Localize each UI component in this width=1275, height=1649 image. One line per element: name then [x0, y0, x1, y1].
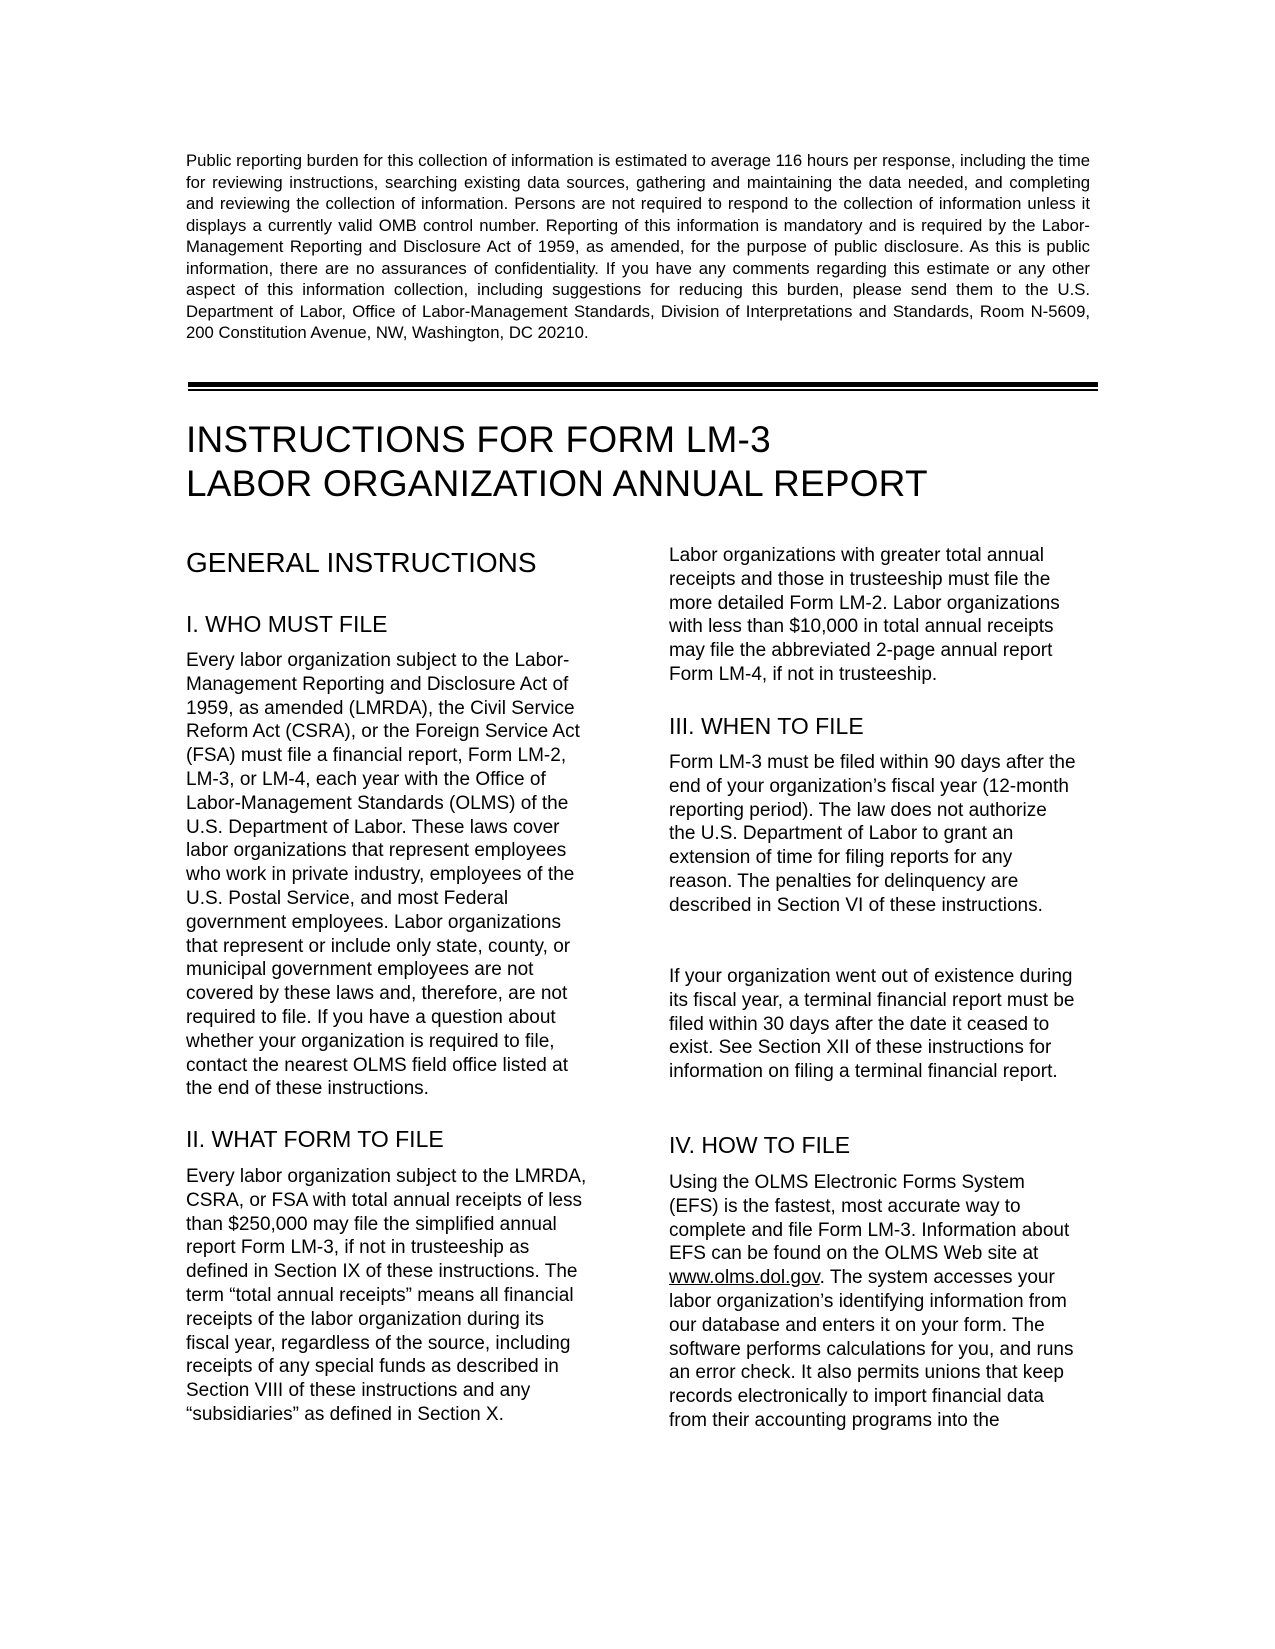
how-to-file-text-before-link: Using the OLMS Electronic Forms System (EFS) is the fastest, most accurate way to complete and file Form LM-3. Information about EFS can be found on the OLMS Web site at	[669, 1172, 1070, 1265]
olms-website-link[interactable]: www.olms.dol.gov	[669, 1267, 820, 1289]
general-instructions-heading: GENERAL INSTRUCTIONS	[186, 547, 537, 578]
who-must-file-body: Every labor organization subject to the Labor-Management Reporting and Disclosure Act of 1959, as amended (LMRDA), the Civil Service Reform Act (CSRA), or the Foreign Service Act (FSA) must file a financial report, Form LM-2, LM-3, or LM-4, each year with the Office of Labor-Management Standards (OLMS) of the U.S. Department of Labor. These laws cover labor organizations that represent employees who work in private industry, employees of the U.S. Postal Service, and most Federal government employees. Labor organizations that represent or include only state, county, or municipal government employees are not covered by these laws and, therefore, are not required to file. If you have a question about whether your organization is required to file, contact the nearest OLMS field office listed at the end of these instructions.	[186, 650, 580, 1100]
what-form-body-continued: Labor organizations with greater total annual receipts and those in trusteeship must file the more detailed Form LM-2. Labor organizations with less than $10,000 in total annual receipts may file the abbreviated 2-page annual report Form LM-4, if not in trusteeship.	[669, 545, 1060, 685]
when-to-file-heading: III. WHEN TO FILE	[669, 713, 864, 739]
burden-notice: Public reporting burden for this collection of information is estimated to average 116 hours per response, including the time for reviewing instructions, searching existing data sources, gathering and maintaining the data needed, and completing and reviewing the collection of information. Persons are not required to respond to the collection of information unless it displays a currently valid OMB control number. Reporting of this information is mandatory and is required by the Labor-Management Reporting and Disclosure Act of 1959, as amended, for the purpose of public disclosure. As this is public information, there are no assurances of confidentiality. If you have any comments regarding this estimate or any other aspect of this information collection, including suggestions for reducing this burden, please send them to the U.S. Department of Labor, Office of Labor-Management Standards, Division of Interpretations and Standards, Room N-5609, 200 Constitution Avenue, NW, Washington, DC 20210.	[186, 151, 1090, 342]
how-to-file-body	[669, 1171, 1077, 1433]
document-title	[186, 418, 928, 506]
who-must-file-heading: I. WHO MUST FILE	[186, 611, 388, 637]
when-to-file-body-1: Form LM-3 must be filed within 90 days after the end of your organization’s fiscal year (12-month reporting period). The law does not authorize the U.S. Department of Labor to grant an extension of time for filing reports for any reason. The penalties for delinquency are described in Section VI of these instructions.	[669, 752, 1076, 916]
how-to-file-text-after-link: . The system accesses your labor organization’s identifying information from our database and enters it on your form. The software performs calculations for you, and runs an error check. It also permits unions that keep records electronically to import financial data from their accounting programs into the	[669, 1267, 1074, 1431]
what-form-heading: II. WHAT FORM TO FILE	[186, 1126, 444, 1152]
title-line-1: INSTRUCTIONS FOR FORM LM-3	[186, 419, 771, 460]
title-line-2: LABOR ORGANIZATION ANNUAL REPORT	[186, 463, 928, 504]
how-to-file-heading: IV. HOW TO FILE	[669, 1132, 851, 1158]
when-to-file-body-2: If your organization went out of existence during its fiscal year, a terminal financial report must be filed within 30 days after the date it ceased to exist. See Section XII of these instructions for information on filing a terminal financial report.	[669, 966, 1075, 1083]
separator-rule-thick	[188, 382, 1098, 387]
what-form-body: Every labor organization subject to the LMRDA, CSRA, or FSA with total annual receipts of less than $250,000 may file the simplified annual report Form LM-3, if not in trusteeship as defined in Section IX of these instructions. The term “total annual receipts” means all financial receipts of the labor organization during its fiscal year, regardless of the source, including receipts of any special funds as described in Section VIII of these instructions and any “subsidiaries” as defined in Section X.	[186, 1166, 587, 1425]
separator-rule-thin	[188, 389, 1098, 391]
